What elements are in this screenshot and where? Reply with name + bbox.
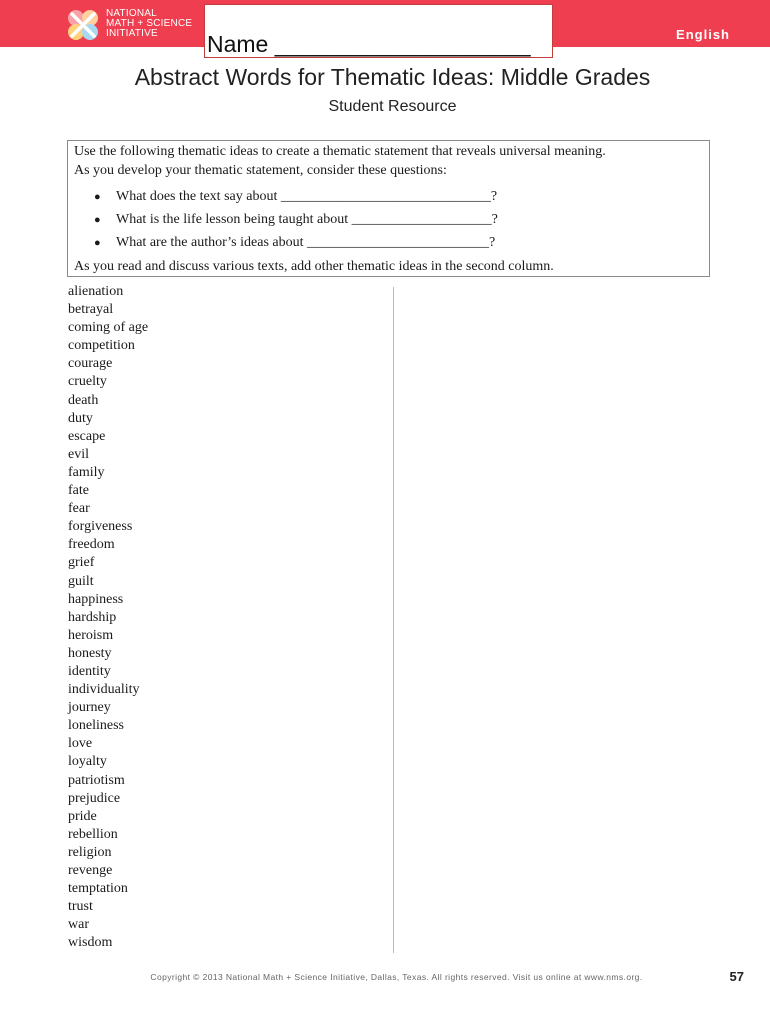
word-item: religion: [68, 844, 112, 860]
word-item: loyalty: [68, 754, 107, 770]
word-item: coming of age: [68, 320, 149, 336]
nms-logo-icon: [66, 8, 100, 42]
word-item: fate: [68, 483, 89, 499]
bullet-icon: ●: [94, 237, 101, 249]
column-divider: [393, 287, 394, 953]
word-item: freedom: [68, 537, 115, 553]
name-field-box[interactable]: [204, 4, 553, 58]
word-item: revenge: [68, 863, 113, 878]
word-item: journey: [68, 700, 111, 716]
page-title: Abstract Words for Thematic Ideas: Middle Grades: [134, 64, 651, 90]
word-item: patriotism: [68, 772, 125, 788]
word-item: family: [68, 464, 105, 480]
word-item: alienation: [68, 284, 124, 299]
word-item: love: [68, 736, 93, 752]
word-item: identity: [68, 663, 111, 679]
subject-label: English: [676, 27, 730, 42]
page-number: 57: [729, 969, 744, 984]
word-item: duty: [68, 410, 93, 426]
word-item: temptation: [68, 881, 128, 897]
word-item: rebellion: [68, 826, 118, 842]
word-item: fear: [68, 501, 90, 517]
word-item: death: [68, 392, 99, 408]
bullet-icon: ●: [94, 191, 101, 203]
question-3: What are the author’s ideas about __________________________?: [116, 235, 496, 250]
word-item: betrayal: [68, 302, 114, 318]
org-name: NATIONAL MATH + SCIENCE INITIATIVE: [106, 8, 193, 39]
word-item: individuality: [68, 682, 140, 698]
word-item: prejudice: [68, 790, 121, 806]
word-item: escape: [68, 428, 106, 444]
word-item: cruelty: [68, 374, 107, 390]
word-item: hardship: [68, 609, 117, 625]
word-item: forgiveness: [68, 519, 133, 535]
instructions-line-1: Use the following thematic ideas to create a thematic statement that reveals universal meaning.: [74, 144, 606, 159]
thematic-word-list: [68, 283, 148, 952]
copyright-footer: Copyright © 2013 National Math + Science Initiative, Dallas, Texas. All rights reserved. Visit us online at www.nms.org.: [150, 972, 643, 982]
word-item: pride: [68, 808, 97, 824]
instructions-line-2: As you develop your thematic statement, consider these questions:: [74, 163, 447, 178]
bullet-icon: ●: [94, 214, 101, 226]
word-item: heroism: [68, 627, 114, 643]
question-2: What is the life lesson being taught about ____________________?: [116, 212, 498, 227]
word-item: loneliness: [68, 718, 124, 734]
word-item: courage: [68, 356, 113, 372]
word-item: guilt: [68, 573, 94, 589]
page-subtitle: Student Resource: [328, 98, 457, 115]
name-field-label: Name ____________________: [207, 31, 531, 57]
word-item: trust: [68, 899, 93, 915]
word-item: competition: [68, 338, 135, 354]
question-1: What does the text say about ______________________________?: [116, 189, 498, 204]
word-item: war: [68, 917, 89, 933]
word-item: honesty: [68, 645, 112, 661]
instructions-box: [67, 140, 710, 277]
word-item: happiness: [68, 591, 124, 607]
word-item: evil: [68, 446, 89, 462]
instructions-closing: As you read and discuss various texts, add other thematic ideas in the second column.: [74, 259, 554, 274]
word-item: wisdom: [68, 935, 113, 951]
word-item: grief: [68, 555, 95, 571]
